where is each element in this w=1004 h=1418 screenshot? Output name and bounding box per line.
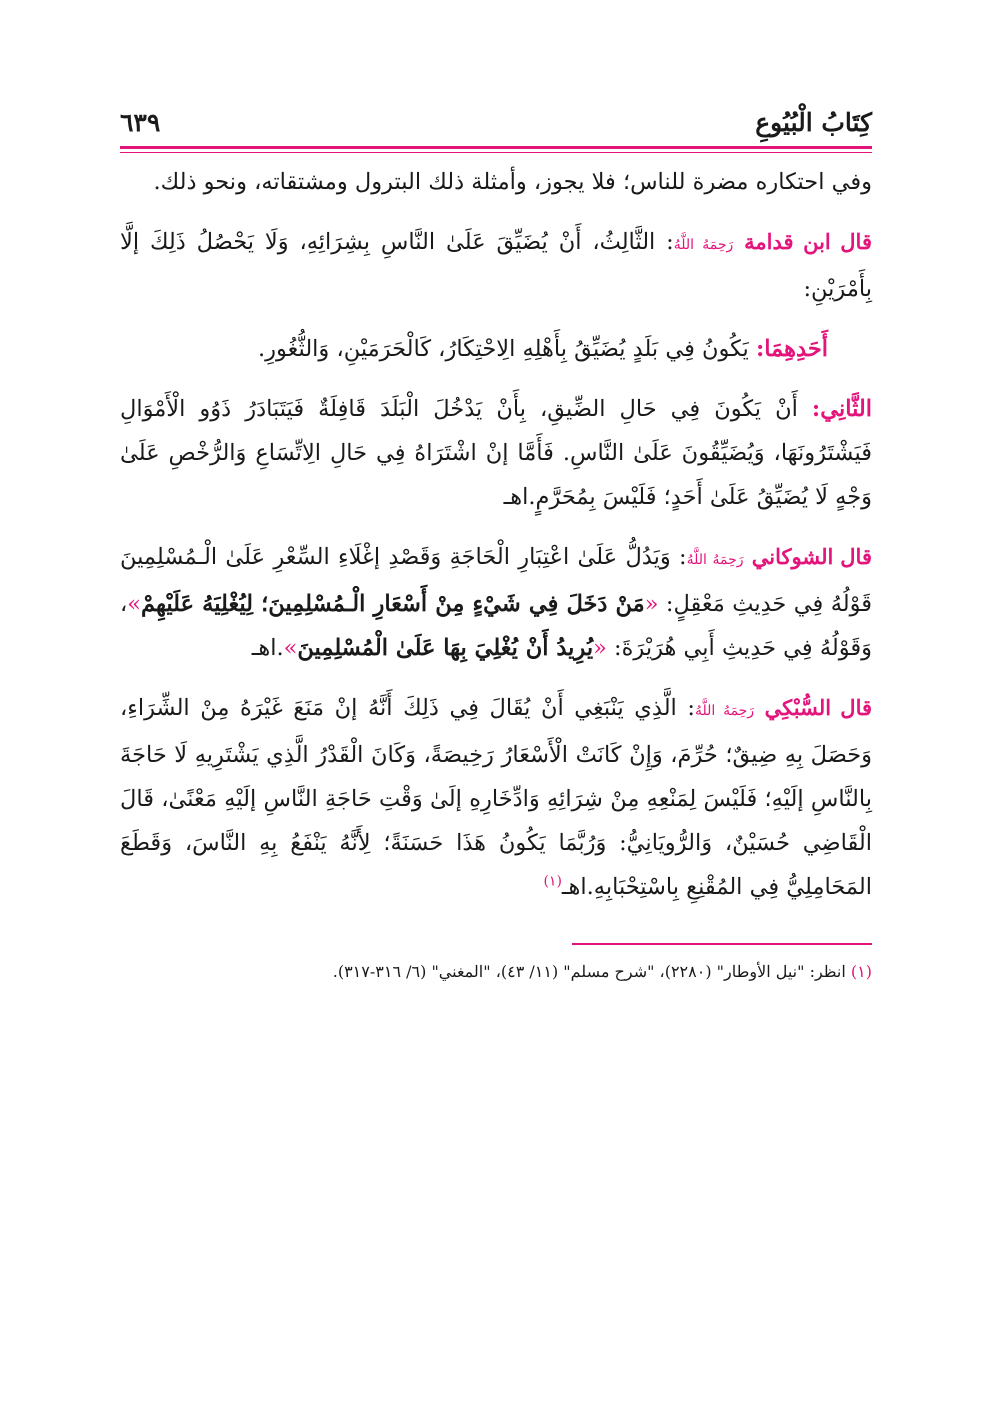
header-rule-thick xyxy=(120,146,872,149)
paragraph-text: ، وَقَوْلُهُ فِي حَدِيثِ أَبِي هُرَيْرَةَ: xyxy=(120,591,872,661)
paragraph-text: .اهـ xyxy=(251,635,284,661)
footnote-text: انظر: "نيل الأوطار" (٢٢٨٠)، "شرح مسلم" (١١/ ٤٣)، "المغني" (٦/ ٣١٦-٣١٧). xyxy=(332,962,851,981)
paragraph-text: أَنْ يَكُونَ فِي حَالِ الضِّيقِ، بِأَنْ يَدْخُلَ الْبَلَدَ قَافِلَةٌ فَيَتَبَادَرُ ذَوُو الْأَمْوَالِ فَيَشْتَرُونَهَا، وَيُضَيِّقُونَ عَلَىٰ النَّاسِ. فَأَمَّا إنْ اشْتَرَاهُ فِي حَالِ الِاتِّسَاعِ وَالرُّخْصِ عَلَىٰ وَجْهٍ لَا يُضَيِّقُ عَلَىٰ أَحَدٍ؛ فَلَيْسَ بِمُحَرَّمٍ.اهـ xyxy=(120,396,872,510)
footnote-number: (١) xyxy=(850,962,872,981)
footnote-reference[interactable]: (١) xyxy=(543,873,562,890)
honorific: رَحِمَهُ اللَّهُ xyxy=(673,237,734,253)
speaker-name: قال ابن قدامة xyxy=(744,231,872,254)
hadith-text: يُرِيدُ أَنْ يُغْلِيَ بِهَا عَلَىٰ الْمُسْلِمِينَ xyxy=(297,635,594,661)
paragraph-shawkani xyxy=(120,535,872,670)
open-quote: « xyxy=(644,591,659,617)
header-rule-thin xyxy=(120,152,872,153)
paragraph-text: : وَيَدُلُّ عَلَىٰ اعْتِبَارِ الْحَاجَةِ وَقَصْدِ إغْلَاءِ السِّعْرِ عَلَىٰ الْـمُسْلِمِينَ قَوْلُهُ فِي حَدِيثِ مَعْقِلٍ: xyxy=(120,544,872,617)
page-header xyxy=(120,96,872,148)
page-body xyxy=(120,160,872,909)
paragraph-first-condition xyxy=(120,327,872,371)
book-page xyxy=(120,96,872,985)
paragraph-text: : الَّذِي يَنْبَغِي أَنْ يُقَالَ فِي ذَلِكَ أَنَّهُ إنْ مَنَعَ غَيْرَهُ مِنْ الشِّرَاءِ، وَحَصَلَ بِهِ ضِيقٌ؛ حُرِّمَ، وَإِنْ كَانَتْ الْأَسْعَارُ رَخِيصَةً، وَكَانَ الْقَدْرُ الَّذِي يَشْتَرِيهِ لَا حَاجَةَ بِالنَّاسِ إلَيْهِ؛ فَلَيْسَ لِمَنْعِهِ مِنْ شِرَائِهِ وَادِّخَارِهِ إلَىٰ وَقْتِ حَاجَةِ النَّاسِ إلَيْهِ مَعْنًىٰ، قَالَ الْقَاضِي حُسَيْنٌ، وَالرُّويَانِيُّ: وَرُبَّمَا يَكُونُ هَذَا حَسَنَةً؛ لِأَنَّهُ يَنْفَعُ بِهِ النَّاسَ، وَقَطَعَ المَحَامِلِيُّ فِي المُقْنِعِ بِاسْتِحْبَابِهِ.اهـ xyxy=(120,695,872,900)
footnote xyxy=(120,959,872,985)
speaker-name: قال السُّبْكِي xyxy=(764,697,873,720)
book-title: كِتَابُ الْبُيُوعِ xyxy=(755,108,872,137)
condition-label: أَحَدِهِمَا: xyxy=(755,336,828,362)
paragraph-second-condition xyxy=(120,387,872,519)
paragraph-intro xyxy=(120,160,872,204)
paragraph-text: : الثَّالِثُ، أَنْ يُضَيِّقَ عَلَىٰ النَّاسِ بِشِرَائِهِ، وَلَا يَحْصُلُ ذَلِكَ إلَّا بِأَمْرَيْنِ: xyxy=(120,229,872,302)
paragraph-text: وفي احتكاره مضرة للناس؛ فلا يجوز، وأمثلة ذلك البترول ومشتقاته، ونحو ذلك. xyxy=(153,169,872,195)
open-quote: « xyxy=(593,635,607,661)
close-quote: » xyxy=(283,635,298,661)
footnote-separator xyxy=(572,943,872,945)
hadith-text: مَنْ دَخَلَ فِي شَيْءٍ مِنْ أَسْعَارِ الْـمُسْلِمِينَ؛ لِيُغْلِيَهُ عَلَيْهِمْ xyxy=(141,591,645,617)
paragraph-text: يَكُونُ فِي بَلَدٍ يُضَيِّقُ بِأَهْلِهِ الِاحْتِكَارُ، كَالْحَرَمَيْنِ، وَالثُّغُورِ. xyxy=(258,336,756,362)
honorific: رَحِمَهُ اللَّهُ xyxy=(686,552,744,568)
speaker-name: قال الشوكاني xyxy=(751,546,872,569)
honorific: رَحِمَهُ اللَّهُ xyxy=(694,703,755,719)
paragraph-subki xyxy=(120,686,872,909)
close-quote: » xyxy=(127,591,142,617)
page-number: ٦٣٩ xyxy=(120,108,161,137)
paragraph-ibn-qudamah xyxy=(120,220,872,311)
condition-label: الثَّانِي: xyxy=(811,396,872,422)
